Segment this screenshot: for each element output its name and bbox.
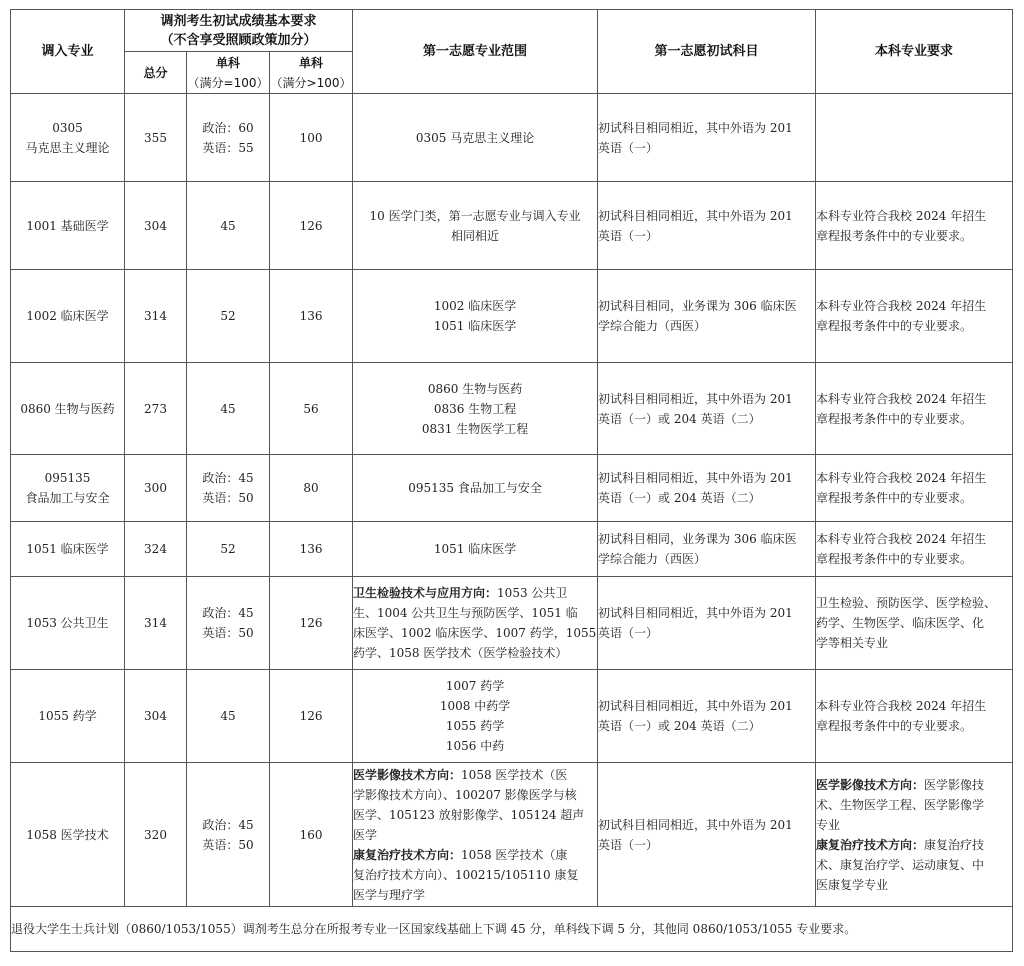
cell-major: 1002 临床医学 bbox=[11, 270, 125, 363]
table-row bbox=[11, 363, 1013, 455]
cell-scope bbox=[353, 577, 598, 670]
scope-line: 1051 临床医学 bbox=[433, 542, 517, 556]
subjects-line: 英语（一） bbox=[598, 837, 659, 852]
cell-subjects bbox=[598, 270, 816, 363]
requirement-line: 章程报考条件中的专业要求。 bbox=[816, 411, 973, 426]
requirement-line: 本科专业符合我校 2024 年招生 bbox=[816, 208, 987, 223]
cell-major: 0860 生物与医药 bbox=[11, 363, 125, 455]
header-single-100-label: 单科 bbox=[215, 55, 240, 70]
scope-text: 1053 公共卫 bbox=[497, 586, 568, 600]
subjects-line: 初试科目相同相近，其中外语为 201 bbox=[598, 606, 793, 620]
requirement-line: 医康复学专业 bbox=[816, 877, 889, 892]
header-single-gt100 bbox=[270, 52, 353, 94]
subjects-line: 初试科目相同相近，其中外语为 201 bbox=[598, 471, 793, 485]
header-single-100 bbox=[187, 52, 270, 94]
cell-single-gt100: 160 bbox=[270, 763, 353, 907]
scope-line: 1051 临床医学 bbox=[433, 319, 517, 333]
header-single-gt100-note: （满分>100） bbox=[270, 75, 352, 90]
major-name: 食品加工与安全 bbox=[25, 491, 110, 505]
direction-label: 康复治疗技术方向： bbox=[816, 837, 925, 852]
cell-scope bbox=[353, 763, 598, 907]
header-single-100-note: （满分=100） bbox=[187, 75, 269, 90]
scope-line: 相同相近 bbox=[451, 228, 500, 243]
cell-single-100 bbox=[187, 763, 270, 907]
cell-single-100: 52 bbox=[187, 522, 270, 577]
subjects-line: 英语（一）或 204 英语（二） bbox=[598, 491, 761, 505]
cell-scope bbox=[353, 363, 598, 455]
cell-single-100 bbox=[187, 577, 270, 670]
requirement-line: 本科专业符合我校 2024 年招生 bbox=[816, 391, 987, 406]
cell-scope bbox=[353, 270, 598, 363]
subjects-line: 初试科目相同相近，其中外语为 201 bbox=[598, 208, 793, 223]
scope-line: 0860 生物与医药 bbox=[427, 381, 523, 396]
table-row bbox=[11, 270, 1013, 363]
requirement-line: 章程报考条件中的专业要求。 bbox=[816, 319, 973, 333]
table-row bbox=[11, 455, 1013, 522]
cell-subjects bbox=[598, 455, 816, 522]
scope-line: 医学 bbox=[353, 827, 378, 842]
cell-requirement bbox=[816, 577, 1013, 670]
scope-line bbox=[353, 765, 597, 785]
table-row bbox=[11, 94, 1013, 182]
header-total-score: 总分 bbox=[125, 52, 187, 94]
table-row bbox=[11, 763, 1013, 907]
cell-subjects bbox=[598, 522, 816, 577]
requirement-line: 本科专业符合我校 2024 年招生 bbox=[816, 699, 987, 713]
header-single-gt100-label: 单科 bbox=[299, 55, 324, 70]
cell-single-100 bbox=[187, 94, 270, 182]
cell-requirement bbox=[816, 182, 1013, 270]
footnote-veteran-plan: 退役大学生士兵计划（0860/1053/1055）调剂考生总分在所报考专业一区国家线基础上下调 45 分，单科线下调 5 分，其他同 0860/1053/1055 专业要求。 bbox=[11, 907, 1013, 952]
cell-total: 304 bbox=[125, 182, 187, 270]
cell-single-100: 45 bbox=[187, 182, 270, 270]
cell-subjects bbox=[598, 577, 816, 670]
table-row bbox=[11, 182, 1013, 270]
scope-line: 095135 食品加工与安全 bbox=[408, 481, 542, 495]
scope-line: 1056 中药 bbox=[445, 739, 505, 753]
cell-single-gt100: 100 bbox=[270, 94, 353, 182]
cell-major: 1058 医学技术 bbox=[11, 763, 125, 907]
requirement-line: 章程报考条件中的专业要求。 bbox=[816, 719, 973, 733]
direction-label: 医学影像技术方向： bbox=[353, 767, 462, 782]
single-english: 英语：55 bbox=[202, 140, 254, 155]
subjects-line: 英语（一） bbox=[598, 228, 659, 243]
single-english: 英语：50 bbox=[202, 837, 254, 852]
cell-total: 304 bbox=[125, 670, 187, 763]
requirement-line: 本科专业符合我校 2024 年招生 bbox=[816, 532, 987, 546]
subjects-line: 初试科目相同，业务课为 306 临床医 bbox=[598, 532, 797, 546]
scope-line: 医学与理疗学 bbox=[353, 887, 426, 902]
cell-scope bbox=[353, 670, 598, 763]
single-english: 英语：50 bbox=[202, 626, 254, 640]
requirement-line bbox=[816, 835, 1012, 855]
cell-scope bbox=[353, 94, 598, 182]
direction-label: 医学影像技术方向： bbox=[816, 777, 925, 792]
requirement-line: 术、康复治疗学、运动康复、中 bbox=[816, 857, 985, 872]
transfer-requirements-table bbox=[10, 9, 1013, 952]
cell-single-gt100: 126 bbox=[270, 577, 353, 670]
subjects-line: 英语（一） bbox=[598, 140, 659, 155]
cell-single-gt100: 80 bbox=[270, 455, 353, 522]
cell-requirement bbox=[816, 522, 1013, 577]
note-row bbox=[11, 907, 1013, 952]
requirement-text: 医学影像技 bbox=[924, 777, 985, 792]
scope-line: 1008 中药学 bbox=[439, 699, 511, 713]
cell-subjects bbox=[598, 182, 816, 270]
scope-line: 床医学、1002 临床医学、1007 药学，1055 bbox=[353, 626, 597, 640]
scope-line: 1002 临床医学 bbox=[433, 299, 517, 313]
cell-requirement bbox=[816, 363, 1013, 455]
cell-single-100 bbox=[187, 455, 270, 522]
admission-table-page bbox=[10, 9, 1012, 952]
header-first-choice-scope: 第一志愿专业范围 bbox=[353, 10, 598, 94]
requirement-line bbox=[816, 775, 1012, 795]
header-score-req-line1: 调剂考生初试成绩基本要求 bbox=[160, 13, 317, 29]
scope-line bbox=[353, 583, 597, 603]
requirement-line: 章程报考条件中的专业要求。 bbox=[816, 228, 973, 243]
cell-major: 1051 临床医学 bbox=[11, 522, 125, 577]
subjects-line: 初试科目相同相近，其中外语为 201 bbox=[598, 699, 793, 713]
cell-major bbox=[11, 94, 125, 182]
major-code: 095135 bbox=[44, 471, 91, 485]
cell-scope bbox=[353, 455, 598, 522]
single-english: 英语：50 bbox=[202, 491, 254, 505]
cell-scope bbox=[353, 522, 598, 577]
cell-subjects bbox=[598, 363, 816, 455]
cell-single-100: 52 bbox=[187, 270, 270, 363]
scope-line: 医学、105123 放射影像学、105124 超声 bbox=[353, 807, 585, 822]
scope-text: 1058 医学技术（康 bbox=[461, 847, 568, 862]
subjects-line: 初试科目相同相近，其中外语为 201 bbox=[598, 391, 793, 406]
header-score-requirements bbox=[125, 10, 353, 52]
scope-line: 10 医学门类，第一志愿专业与调入专业 bbox=[369, 208, 581, 223]
subjects-line: 英语（一）或 204 英语（二） bbox=[598, 719, 761, 733]
cell-total: 273 bbox=[125, 363, 187, 455]
subjects-line: 初试科目相同相近，其中外语为 201 bbox=[598, 817, 793, 832]
cell-total: 300 bbox=[125, 455, 187, 522]
scope-line: 0305 马克思主义理论 bbox=[415, 130, 535, 145]
scope-line: 0831 生物医学工程 bbox=[421, 421, 529, 436]
cell-subjects bbox=[598, 94, 816, 182]
single-politics: 政治：45 bbox=[202, 471, 254, 485]
requirement-line: 章程报考条件中的专业要求。 bbox=[816, 552, 973, 566]
scope-line: 复治疗技术方向）、100215/105110 康复 bbox=[353, 867, 579, 882]
requirement-line: 本科专业符合我校 2024 年招生 bbox=[816, 471, 987, 485]
requirement-line: 术、生物医学工程、医学影像学 bbox=[816, 797, 985, 812]
requirement-line: 药学、生物医学、临床医学、化 bbox=[816, 616, 985, 630]
subjects-line: 初试科目相同相近，其中外语为 201 bbox=[598, 120, 793, 135]
table-row bbox=[11, 577, 1013, 670]
header-undergrad-requirement: 本科专业要求 bbox=[816, 10, 1013, 94]
cell-single-gt100: 136 bbox=[270, 270, 353, 363]
requirement-line: 章程报考条件中的专业要求。 bbox=[816, 491, 973, 505]
scope-line: 药学、1058 医学技术（医学检验技术） bbox=[353, 646, 568, 660]
requirement-line: 卫生检验、预防医学、医学检验、 bbox=[816, 596, 997, 610]
single-politics: 政治：45 bbox=[202, 606, 254, 620]
cell-major: 1055 药学 bbox=[11, 670, 125, 763]
header-score-req-line2: （不含享受照顾政策加分） bbox=[160, 32, 317, 48]
direction-label: 卫生检验技术与应用方向： bbox=[353, 586, 498, 600]
cell-requirement bbox=[816, 270, 1013, 363]
cell-single-100: 45 bbox=[187, 363, 270, 455]
cell-single-gt100: 136 bbox=[270, 522, 353, 577]
cell-subjects bbox=[598, 670, 816, 763]
header-transfer-major: 调入专业 bbox=[11, 10, 125, 94]
cell-total: 324 bbox=[125, 522, 187, 577]
cell-scope bbox=[353, 182, 598, 270]
cell-total: 314 bbox=[125, 577, 187, 670]
cell-total: 355 bbox=[125, 94, 187, 182]
scope-line bbox=[353, 845, 597, 865]
requirement-line: 专业 bbox=[816, 817, 841, 832]
cell-single-gt100: 126 bbox=[270, 182, 353, 270]
scope-line: 1055 药学 bbox=[445, 719, 505, 733]
direction-label: 康复治疗技术方向： bbox=[353, 847, 462, 862]
cell-major: 1053 公共卫生 bbox=[11, 577, 125, 670]
subjects-line: 学综合能力（西医） bbox=[598, 319, 707, 333]
scope-line: 生、1004 公共卫生与预防医学、1051 临 bbox=[353, 606, 578, 620]
table-row bbox=[11, 670, 1013, 763]
single-politics: 政治：45 bbox=[202, 817, 254, 832]
cell-requirement bbox=[816, 763, 1013, 907]
subjects-line: 英语（一）或 204 英语（二） bbox=[598, 411, 761, 426]
cell-total: 314 bbox=[125, 270, 187, 363]
cell-major: 1001 基础医学 bbox=[11, 182, 125, 270]
requirement-text: 康复治疗技 bbox=[924, 837, 985, 852]
major-name: 马克思主义理论 bbox=[25, 140, 110, 155]
cell-major bbox=[11, 455, 125, 522]
cell-single-100: 45 bbox=[187, 670, 270, 763]
major-code: 0305 bbox=[52, 120, 83, 135]
subjects-line: 英语（一） bbox=[598, 626, 659, 640]
scope-line: 学影像技术方向）、100207 影像医学与核 bbox=[353, 787, 577, 802]
scope-line: 0836 生物工程 bbox=[433, 401, 517, 416]
cell-requirement bbox=[816, 94, 1013, 182]
requirement-line: 学等相关专业 bbox=[816, 636, 889, 650]
cell-requirement bbox=[816, 455, 1013, 522]
cell-single-gt100: 56 bbox=[270, 363, 353, 455]
subjects-line: 学综合能力（西医） bbox=[598, 552, 707, 566]
cell-subjects bbox=[598, 763, 816, 907]
scope-text: 1058 医学技术（医 bbox=[461, 767, 568, 782]
cell-total: 320 bbox=[125, 763, 187, 907]
requirement-line: 本科专业符合我校 2024 年招生 bbox=[816, 299, 987, 313]
single-politics: 政治：60 bbox=[202, 120, 254, 135]
subjects-line: 初试科目相同，业务课为 306 临床医 bbox=[598, 299, 797, 313]
cell-requirement bbox=[816, 670, 1013, 763]
header-first-choice-subjects: 第一志愿初试科目 bbox=[598, 10, 816, 94]
cell-single-gt100: 126 bbox=[270, 670, 353, 763]
scope-line: 1007 药学 bbox=[445, 679, 505, 693]
table-row bbox=[11, 522, 1013, 577]
